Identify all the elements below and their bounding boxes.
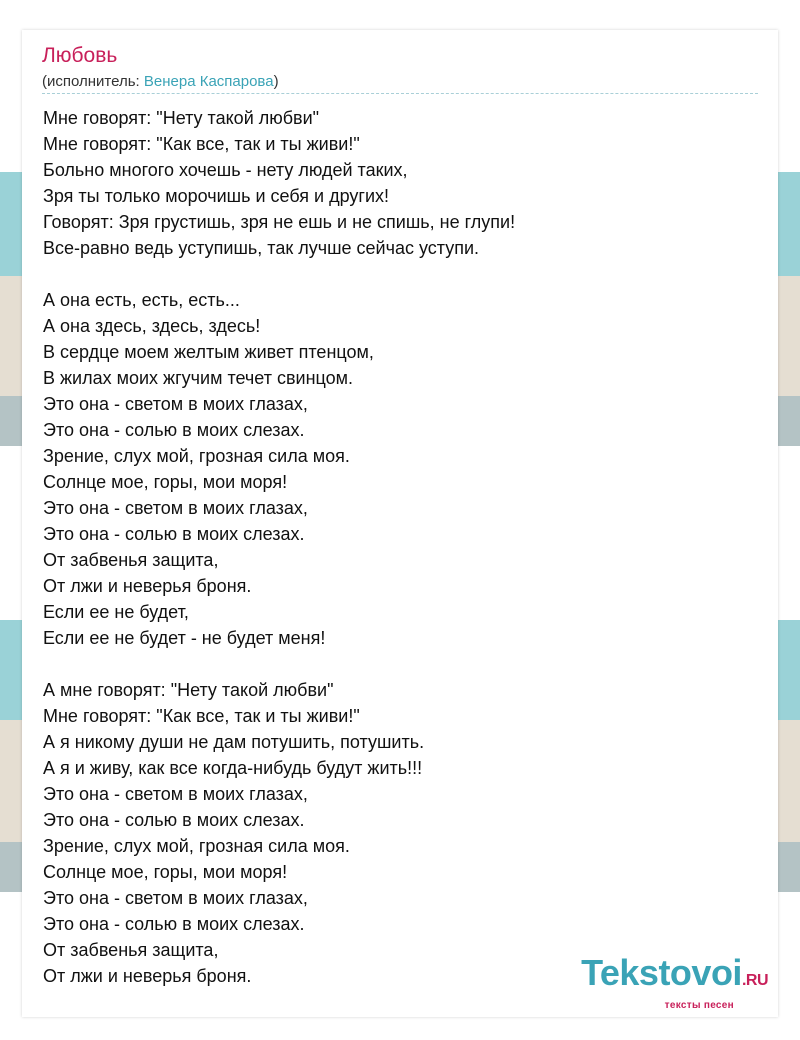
logo-tld: .RU: [741, 972, 768, 989]
stanza-gap: [43, 651, 515, 677]
lyric-line: Все-равно ведь уступишь, так лучше сейчас уступи.: [43, 238, 480, 258]
lyric-line: Это она - солью в моих слезах.: [43, 914, 305, 934]
lyrics-card: [22, 30, 778, 1017]
lyric-line: Мне говорят: "Нету такой любви": [43, 108, 320, 128]
lyric-line: Солнце мое, горы, мои моря!: [43, 472, 288, 492]
lyric-line: А она есть, есть, есть...: [43, 290, 240, 310]
lyric-line: От забвенья защита,: [43, 550, 219, 570]
lyric-line: Это она - солью в моих слезах.: [43, 420, 305, 440]
lyric-line: Зря ты только морочишь и себя и других!: [43, 186, 390, 206]
logo-wordmark: [581, 954, 768, 1000]
logo-subtitle: тексты песен: [664, 1000, 734, 1011]
artist-suffix: ): [273, 73, 279, 90]
stanza-2: [43, 287, 515, 651]
lyric-line: В сердце моем желтым живет птенцом,: [43, 342, 374, 362]
lyric-line: Это она - светом в моих глазах,: [43, 498, 308, 518]
lyric-line: Солнце мое, горы, мои моря!: [43, 862, 288, 882]
lyric-line: Это она - солью в моих слезах.: [43, 524, 305, 544]
stanza-3: [43, 677, 515, 989]
lyric-line: Это она - светом в моих глазах,: [43, 888, 308, 908]
lyric-line: В жилах моих жгучим течет свинцом.: [43, 368, 354, 388]
title-divider: [42, 93, 758, 94]
logo-main-text: Tekstovoi: [581, 952, 742, 993]
artist-prefix: (исполнитель:: [42, 73, 144, 90]
song-title: Любовь: [42, 44, 118, 67]
stanza-1: [43, 105, 515, 261]
lyric-line: А я никому души не дам потушить, потушить.: [43, 732, 425, 752]
lyric-line: От лжи и неверья броня.: [43, 966, 252, 986]
site-logo[interactable]: [581, 954, 768, 1011]
lyric-line: Это она - светом в моих глазах,: [43, 394, 308, 414]
lyric-line: От лжи и неверья броня.: [43, 576, 252, 596]
lyric-line: Мне говорят: "Как все, так и ты живи!": [43, 134, 360, 154]
lyric-line: Это она - солью в моих слезах.: [43, 810, 305, 830]
lyric-line: Если ее не будет - не будет меня!: [43, 628, 326, 648]
lyric-line: Зрение, слух мой, грозная сила моя.: [43, 836, 350, 856]
lyric-line: А я и живу, как все когда-нибудь будут жить!!!: [43, 758, 423, 778]
lyric-line: Говорят: Зря грустишь, зря не ешь и не спишь, не глупи!: [43, 212, 516, 232]
lyric-line: От забвенья защита,: [43, 940, 219, 960]
stanza-gap: [43, 261, 515, 287]
lyric-line: Зрение, слух мой, грозная сила моя.: [43, 446, 350, 466]
lyric-line: Это она - светом в моих глазах,: [43, 784, 308, 804]
lyric-line: Больно многого хочешь - нету людей таких,: [43, 160, 408, 180]
lyric-line: Если ее не будет,: [43, 602, 189, 622]
lyrics-body: [43, 105, 515, 989]
lyric-line: А она здесь, здесь, здесь!: [43, 316, 261, 336]
lyric-line: А мне говорят: "Нету такой любви": [43, 680, 334, 700]
lyric-line: Мне говорят: "Как все, так и ты живи!": [43, 706, 360, 726]
artist-line: [42, 73, 279, 91]
artist-link[interactable]: Венера Каспарова: [143, 73, 274, 90]
